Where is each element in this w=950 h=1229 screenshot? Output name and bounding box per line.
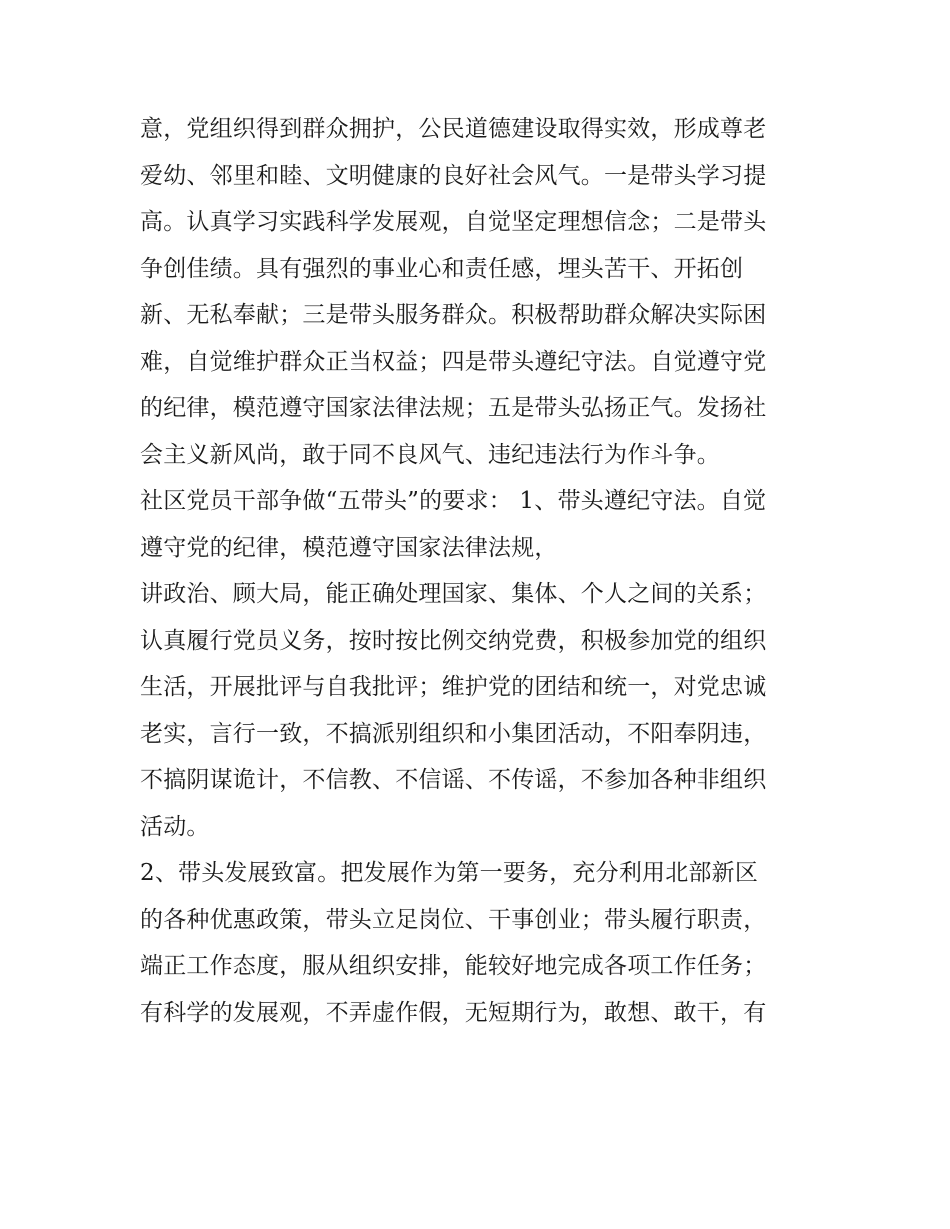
- text-line: 意，党组织得到群众拥护，公民道德建设取得实效，形成尊老: [140, 116, 767, 142]
- body-text: [140, 106, 820, 1036]
- text-line: 活动。: [140, 813, 210, 840]
- text-line: 不搞阴谋诡计，不信教、不信谣、不传谣，不参加各种非组织: [140, 767, 767, 793]
- text-line: 难，自觉维护群众正当权益；四是带头遵纪守法。自觉遵守党: [140, 348, 767, 375]
- text-line: 讲政治、顾大局，能正确处理国家、集体、个人之间的关系；: [140, 581, 767, 607]
- text-line: 端正工作态度，服从组织安排，能较好地完成各项工作任务；: [140, 953, 767, 979]
- text-line: 遵守党的纪律，模范遵守国家法律法规，: [140, 534, 558, 561]
- text-line: 爱幼、邻里和睦、文明健康的良好社会风气。一是带头学习提: [140, 162, 767, 189]
- text-line: 生活，开展批评与自我批评；维护党的团结和统一，对党忠诚: [140, 674, 767, 700]
- text-line: 老实，言行一致，不搞派别组织和小集团活动，不阳奉阴违，: [140, 720, 767, 747]
- text-line: 的各种优惠政策，带头立足岗位、干事创业；带头履行职责，: [140, 906, 767, 933]
- text-line: 社区党员干部争做“五带头”的要求： 1、带头遵纪守法。自觉: [140, 488, 767, 514]
- text-line: 的纪律，模范遵守国家法律法规；五是带头弘扬正气。发扬社: [140, 395, 767, 421]
- text-line: 2、带头发展致富。把发展作为第一要务，充分利用北部新区: [140, 860, 759, 886]
- text-line: 争创佳绩。具有强烈的事业心和责任感，埋头苦干、开拓创: [140, 255, 744, 282]
- text-line: 有科学的发展观，不弄虚作假，无短期行为，敢想、敢干，有: [140, 999, 767, 1026]
- text-line: 新、无私奉献；三是带头服务群众。积极帮助群众解决实际困: [140, 302, 767, 328]
- text-line: 认真履行党员义务，按时按比例交纳党费，积极参加党的组织: [140, 627, 767, 654]
- text-line: 会主义新风尚，敢于同不良风气、违纪违法行为作斗争。: [140, 441, 720, 468]
- text-line: 高。认真学习实践科学发展观，自觉坚定理想信念；二是带头: [140, 209, 767, 235]
